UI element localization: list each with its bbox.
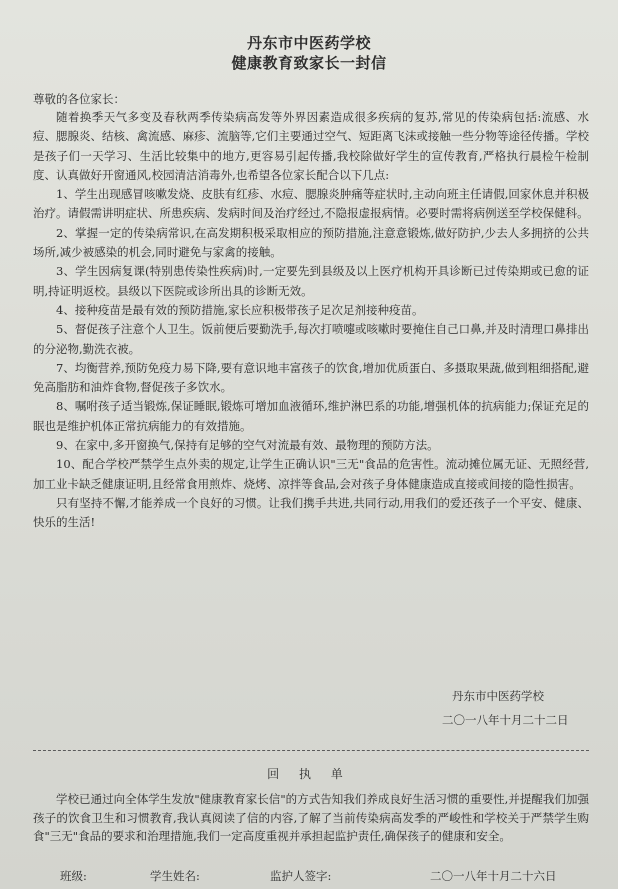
class-field-label: 班级: [60, 869, 87, 883]
salutation: 尊敬的各位家长： [33, 92, 125, 106]
receipt-date: 二〇一八年十月二十六日 [430, 869, 557, 883]
receipt-text [33, 790, 589, 846]
paragraph-intro: 随着换季天气多变及春秋两季传染病高发等外界因素造成很多疾病的复苏,常见的传染病包括:流感、水痘、腮腺炎、结核、禽流感、麻疹、流脑等,它们主要通过空气、短距离飞沫或接触一些分物等途径传播。学校是孩子们一天学习、生活比较集中的地方,更容易引起传播,我校除做好学生的宣传教育,严格执行晨检午检制度、认真做好开窗通风,校园清洁消毒外,也希望各位家长配合以下几点: [33, 110, 589, 182]
paragraph-item-8: 8、嘱咐孩子适当锻炼,保证睡眠,锻炼可增加血液循环,维护淋巴系的功能,增强机体的抗病能力;保证充足的眠也是维护机体正常抗病能力的有效措施。 [33, 399, 589, 433]
paragraph-item-4: 4、接种疫苗是最有效的预防措施,家长应积极带孩子足次足剂接种疫苗。 [56, 302, 424, 317]
paragraph-item-2: 2、掌握一定的传染病常识,在高发期积极采取相应的预防措施,注意意锻炼,做好防护,少去人多拥挤的公共场所,减少被感染的机会,同时避免与家禽的接触。 [33, 225, 589, 260]
paragraph-item-3: 3、学生因病复课(特别患传染性疾病)时,一定要先到县级及以上医疗机构开具诊断已过传染期或已愈的证明,持证明返校。县级以下医院或诊所出具的诊断无效。 [33, 264, 589, 298]
paragraph-item-5: 5、督促孩子注意个人卫生。饭前便后要勤洗手,每次打喷嚏或咳嗽时要掩住自己口鼻,并及时清理口鼻排出的分泌物,勤洗衣被。 [33, 322, 589, 356]
receipt-title: 回 执 单 [267, 767, 351, 781]
paragraph-closing: 只有坚持不懈,才能养成一个良好的习惯。让我们携手共进,共同行动,用我们的爱还孩子一个平安、健康、快乐的生活! [33, 495, 589, 530]
paragraph-item-7: 7、均衡营养,预防免疫力易下降,要有意识地丰富孩子的饮食,增加优质蛋白、多摄取果蔬,做到粗细搭配,避免高脂肪和油炸食物,督促孩子多饮水。 [33, 360, 589, 395]
paragraph-item-9: 9、在家中,多开窗换气,保持有足够的空气对流最有效、最物理的预防方法。 [56, 438, 439, 453]
paragraph-item-10: 10、配合学校严禁学生点外卖的规定,让学生正确认识"三无"食品的危害性。流动摊位属无证、无照经营,加工业卡缺乏健康证明,且经常食用煎炸、烧烤、凉拌等食品,会对孩子身体健康造成直接或间接的隐性损害。 [33, 457, 589, 491]
guardian-signature-field-label: 监护人签字: [270, 869, 332, 883]
letter-title: 健康教育致家长一封信 [231, 54, 387, 72]
signature-school: 丹东市中医药学校 [452, 689, 544, 703]
school-name-heading: 丹东市中医药学校 [246, 34, 371, 52]
receipt-paragraph: 学校已通过向全体学生发放"健康教育家长信"的方式告知我们养成良好生活习惯的重要性,并提醒我们加强孩子的饮食卫生和习惯教育,我认真阅读了信的内容,了解了当前传染病高发季的严峻性和学校关于严禁学生购食"三无"食品的要求和治理措施,我们一定高度重视并承担起监护责任,确保孩子的健康和安全。 [33, 792, 589, 843]
paragraph-item-1: 1、学生出现感冒咳嗽发烧、皮肤有红疹、水痘、腮腺炎肿痛等症状时,主动向班主任请假,回家休息并积极治疗。请假需讲明症状、所患疾病、发病时间及治疗经过,不隐报虚报病情。必要时需将病例送至学校保健科。 [33, 187, 589, 221]
student-name-field-label: 学生姓名: [150, 869, 200, 883]
signature-date: 二〇一八年十月二十二日 [442, 713, 569, 727]
cut-line-divider [33, 750, 589, 751]
letter-body [33, 108, 589, 533]
